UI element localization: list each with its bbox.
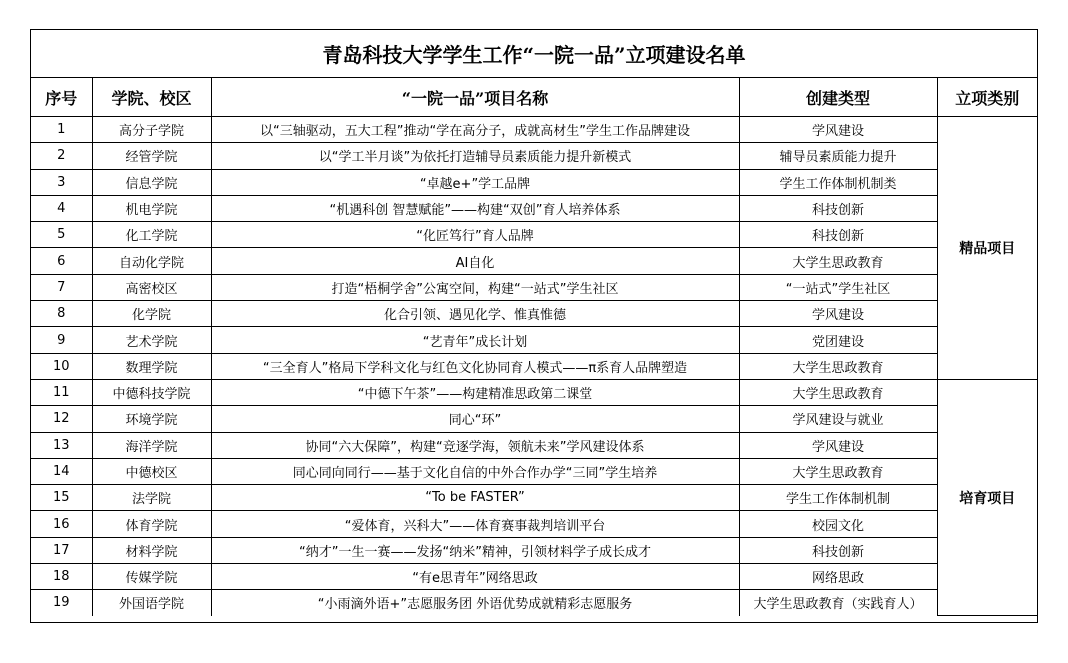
table-row bbox=[31, 406, 1037, 432]
cell-project: 打造“梧桐学舍”公寓空间，构建“一站式”学生社区 bbox=[211, 274, 739, 300]
cell-college: 艺术学院 bbox=[92, 327, 211, 353]
cell-no: 7 bbox=[31, 274, 92, 300]
cell-college: 高分子学院 bbox=[92, 117, 211, 143]
cell-college: 外国语学院 bbox=[92, 590, 211, 616]
cell-type: 科技创新 bbox=[739, 195, 937, 221]
table-row bbox=[31, 117, 1037, 143]
cell-no: 14 bbox=[31, 458, 92, 484]
table-row bbox=[31, 327, 1037, 353]
table-row bbox=[31, 485, 1037, 511]
cell-college: 自动化学院 bbox=[92, 248, 211, 274]
cell-no: 16 bbox=[31, 511, 92, 537]
cell-no: 5 bbox=[31, 222, 92, 248]
table-row bbox=[31, 511, 1037, 537]
cell-college: 法学院 bbox=[92, 485, 211, 511]
project-table bbox=[31, 78, 1037, 616]
cell-college: 中德科技学院 bbox=[92, 379, 211, 405]
cell-type: 学风建设 bbox=[739, 117, 937, 143]
table-row bbox=[31, 274, 1037, 300]
cell-no: 13 bbox=[31, 432, 92, 458]
cell-type: 辅导员素质能力提升 bbox=[739, 143, 937, 169]
cell-category: 培育项目 bbox=[937, 379, 1037, 615]
cell-project: 以“学工半月谈”为依托打造辅导员素质能力提升新模式 bbox=[211, 143, 739, 169]
table-row bbox=[31, 301, 1037, 327]
cell-project: “小雨滴外语+”志愿服务团 外语优势成就精彩志愿服务 bbox=[211, 590, 739, 616]
table-row bbox=[31, 590, 1037, 616]
table-row bbox=[31, 564, 1037, 590]
cell-type: 大学生思政教育（实践育人） bbox=[739, 590, 937, 616]
cell-project: 同心同向同行——基于文化自信的中外合作办学“三同”学生培养 bbox=[211, 458, 739, 484]
cell-college: 信息学院 bbox=[92, 169, 211, 195]
cell-college: 经管学院 bbox=[92, 143, 211, 169]
cell-type: 学生工作体制机制 bbox=[739, 485, 937, 511]
cell-college: 化工学院 bbox=[92, 222, 211, 248]
table-row bbox=[31, 248, 1037, 274]
table-row bbox=[31, 169, 1037, 195]
table-row bbox=[31, 222, 1037, 248]
cell-type: “一站式”学生社区 bbox=[739, 274, 937, 300]
cell-no: 19 bbox=[31, 590, 92, 616]
cell-no: 15 bbox=[31, 485, 92, 511]
cell-type: 校园文化 bbox=[739, 511, 937, 537]
table-row bbox=[31, 195, 1037, 221]
cell-no: 1 bbox=[31, 117, 92, 143]
cell-no: 3 bbox=[31, 169, 92, 195]
cell-no: 11 bbox=[31, 379, 92, 405]
table-body bbox=[31, 117, 1037, 616]
cell-project: 同心“环” bbox=[211, 406, 739, 432]
cell-project: “爱体育，兴科大”——体育赛事裁判培训平台 bbox=[211, 511, 739, 537]
cell-project: “中德下午茶”——构建精准思政第二课堂 bbox=[211, 379, 739, 405]
table-row bbox=[31, 537, 1037, 563]
table-row bbox=[31, 432, 1037, 458]
cell-project: “机遇科创 智慧赋能”——构建“双创”育人培养体系 bbox=[211, 195, 739, 221]
cell-college: 数理学院 bbox=[92, 353, 211, 379]
table-row bbox=[31, 143, 1037, 169]
cell-category: 精品项目 bbox=[937, 117, 1037, 380]
cell-type: 学生工作体制机制类 bbox=[739, 169, 937, 195]
cell-type: 大学生思政教育 bbox=[739, 458, 937, 484]
cell-no: 8 bbox=[31, 301, 92, 327]
cell-project: “卓越e+”学工品牌 bbox=[211, 169, 739, 195]
header-no: 序号 bbox=[31, 78, 92, 117]
cell-no: 6 bbox=[31, 248, 92, 274]
header-type: 创建类型 bbox=[739, 78, 937, 117]
document bbox=[30, 29, 1038, 623]
cell-type: 网络思政 bbox=[739, 564, 937, 590]
table-row bbox=[31, 353, 1037, 379]
cell-project: “有e思青年”网络思政 bbox=[211, 564, 739, 590]
cell-project: 化合引领、遇见化学、惟真惟德 bbox=[211, 301, 739, 327]
cell-type: 党团建设 bbox=[739, 327, 937, 353]
cell-no: 9 bbox=[31, 327, 92, 353]
cell-college: 海洋学院 bbox=[92, 432, 211, 458]
cell-no: 17 bbox=[31, 537, 92, 563]
cell-type: 学风建设与就业 bbox=[739, 406, 937, 432]
cell-project: AI自化 bbox=[211, 248, 739, 274]
cell-no: 10 bbox=[31, 353, 92, 379]
cell-college: 机电学院 bbox=[92, 195, 211, 221]
cell-project: 以“三轴驱动，五大工程”推动“学在高分子，成就高材生”学生工作品牌建设 bbox=[211, 117, 739, 143]
cell-college: 化学院 bbox=[92, 301, 211, 327]
cell-type: 学风建设 bbox=[739, 432, 937, 458]
table-row bbox=[31, 458, 1037, 484]
header-row bbox=[31, 78, 1037, 117]
cell-no: 18 bbox=[31, 564, 92, 590]
cell-type: 科技创新 bbox=[739, 222, 937, 248]
cell-project: “纳才”一生一赛——发扬“纳米”精神，引领材料学子成长成才 bbox=[211, 537, 739, 563]
cell-no: 4 bbox=[31, 195, 92, 221]
cell-college: 中德校区 bbox=[92, 458, 211, 484]
document-title: 青岛科技大学学生工作“一院一品”立项建设名单 bbox=[31, 30, 1037, 78]
cell-project: 协同“六大保障”，构建“竞逐学海，领航未来”学风建设体系 bbox=[211, 432, 739, 458]
cell-no: 12 bbox=[31, 406, 92, 432]
cell-project: “化匠笃行”育人品牌 bbox=[211, 222, 739, 248]
header-project: “一院一品”项目名称 bbox=[211, 78, 739, 117]
cell-college: 材料学院 bbox=[92, 537, 211, 563]
cell-college: 环境学院 bbox=[92, 406, 211, 432]
cell-college: 传媒学院 bbox=[92, 564, 211, 590]
cell-project: “三全育人”格局下学科文化与红色文化协同育人模式——π系育人品牌塑造 bbox=[211, 353, 739, 379]
cell-type: 大学生思政教育 bbox=[739, 379, 937, 405]
header-category: 立项类别 bbox=[937, 78, 1037, 117]
cell-college: 高密校区 bbox=[92, 274, 211, 300]
cell-college: 体育学院 bbox=[92, 511, 211, 537]
cell-type: 学风建设 bbox=[739, 301, 937, 327]
cell-type: 大学生思政教育 bbox=[739, 353, 937, 379]
cell-project: “To be FASTER” bbox=[211, 485, 739, 511]
cell-project: “艺青年”成长计划 bbox=[211, 327, 739, 353]
cell-type: 大学生思政教育 bbox=[739, 248, 937, 274]
cell-type: 科技创新 bbox=[739, 537, 937, 563]
table-row bbox=[31, 379, 1037, 405]
header-college: 学院、校区 bbox=[92, 78, 211, 117]
cell-no: 2 bbox=[31, 143, 92, 169]
